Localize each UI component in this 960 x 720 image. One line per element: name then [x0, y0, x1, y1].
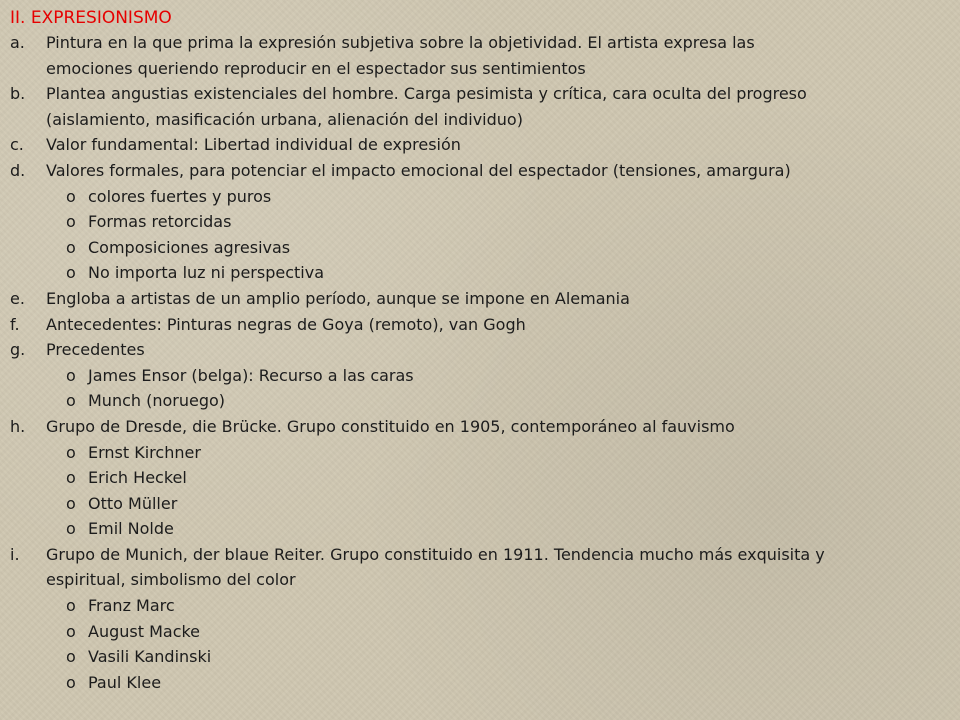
sub-bullet-icon: o — [66, 621, 76, 641]
list-item-text-line: Precedentes — [46, 340, 145, 360]
sub-list-item — [10, 184, 950, 210]
sub-list-item — [10, 516, 950, 542]
sub-bullet-icon: o — [66, 186, 76, 206]
sub-bullet-icon: o — [66, 468, 76, 488]
list-marker: e. — [10, 288, 25, 308]
list-marker: d. — [10, 160, 26, 180]
list-item-text-line: espiritual, simbolismo del color — [46, 570, 296, 590]
list-item-d — [10, 158, 950, 184]
list-item-i — [10, 542, 950, 593]
sub-bullet-icon: o — [66, 672, 76, 692]
sub-list-item-text: Otto Müller — [88, 493, 178, 513]
sub-list-item-text: colores fuertes y puros — [88, 186, 272, 206]
list-item-g — [10, 337, 950, 363]
list-item-text-line: Engloba a artistas de un amplio período, aunque se impone en Alemania — [46, 288, 630, 308]
list-item-h — [10, 414, 950, 440]
sub-list-item — [10, 363, 950, 389]
list-marker: c. — [10, 135, 24, 155]
slide-title: II. EXPRESIONISMO — [10, 8, 172, 28]
sub-list-item-text: Formas retorcidas — [88, 212, 232, 232]
sub-bullet-icon: o — [66, 391, 76, 411]
sub-list-item-text: No importa luz ni perspectiva — [88, 263, 325, 283]
sub-list-item-text: Paul Klee — [88, 672, 162, 692]
list-item-text-line: (aislamiento, masificación urbana, alienación del individuo) — [46, 109, 523, 129]
list-marker: g. — [10, 340, 26, 360]
sub-list-item — [10, 235, 950, 261]
sub-list-item — [10, 619, 950, 645]
sub-list-item-text: Franz Marc — [88, 596, 175, 616]
sub-list-item — [10, 465, 950, 491]
sub-bullet-icon: o — [66, 647, 76, 667]
sub-list-item-text: Erich Heckel — [88, 468, 187, 488]
list-item-text-line: Pintura en la que prima la expresión subjetiva sobre la objetividad. El artista expresa las — [46, 33, 755, 52]
sub-list-item — [10, 440, 950, 466]
sub-list-item — [10, 644, 950, 670]
sub-list-item — [10, 491, 950, 517]
sub-bullet-icon: o — [66, 442, 76, 462]
list-item-text-line: Grupo de Munich, der blaue Reiter. Grupo constituido en 1911. Tendencia mucho más exquisita y — [46, 544, 825, 564]
list-item-text-line: Plantea angustias existenciales del hombre. Carga pesimista y crítica, cara oculta del progreso — [46, 84, 807, 104]
sub-list-item — [10, 593, 950, 619]
list-marker: f. — [10, 314, 20, 334]
list-item-text-line: emociones queriendo reproducir en el espectador sus sentimientos — [46, 58, 586, 78]
sub-list-item-text: Vasili Kandinski — [88, 647, 212, 667]
list-item-text-line: Grupo de Dresde, die Brücke. Grupo constituido en 1905, contemporáneo al fauvismo — [46, 416, 735, 436]
sub-list-item — [10, 260, 950, 286]
sub-list-item-text: James Ensor (belga): Recurso a las caras — [88, 365, 414, 385]
list-item-b — [10, 81, 950, 132]
sub-list-item-text: Ernst Kirchner — [88, 442, 201, 462]
sub-bullet-icon: o — [66, 237, 76, 257]
list-item-e — [10, 286, 950, 312]
list-marker: b. — [10, 84, 26, 104]
list-item-f — [10, 312, 950, 338]
list-item-a — [10, 30, 950, 81]
list-marker: i. — [10, 544, 20, 564]
sub-bullet-icon: o — [66, 519, 76, 539]
list-item-c — [10, 132, 950, 158]
sub-list-item-text: Emil Nolde — [88, 519, 174, 539]
sub-list-item — [10, 670, 950, 696]
sub-bullet-icon: o — [66, 263, 76, 283]
slide-content — [10, 6, 950, 695]
list-marker: a. — [10, 33, 25, 52]
sub-list-item-text: Munch (noruego) — [88, 391, 226, 411]
list-item-text-line: Valores formales, para potenciar el impacto emocional del espectador (tensiones, amargura) — [46, 160, 791, 180]
list-item-text-line: Valor fundamental: Libertad individual de expresión — [46, 135, 461, 155]
sub-bullet-icon: o — [66, 365, 76, 385]
sub-bullet-icon: o — [66, 212, 76, 232]
sub-list-item-text: August Macke — [88, 621, 201, 641]
list-item-text-line: Antecedentes: Pinturas negras de Goya (remoto), van Gogh — [46, 314, 526, 334]
sub-list-item-text: Composiciones agresivas — [88, 237, 291, 257]
sub-list-item — [10, 209, 950, 235]
sub-bullet-icon: o — [66, 596, 76, 616]
sub-list-item — [10, 388, 950, 414]
sub-bullet-icon: o — [66, 493, 76, 513]
list-marker: h. — [10, 416, 26, 436]
